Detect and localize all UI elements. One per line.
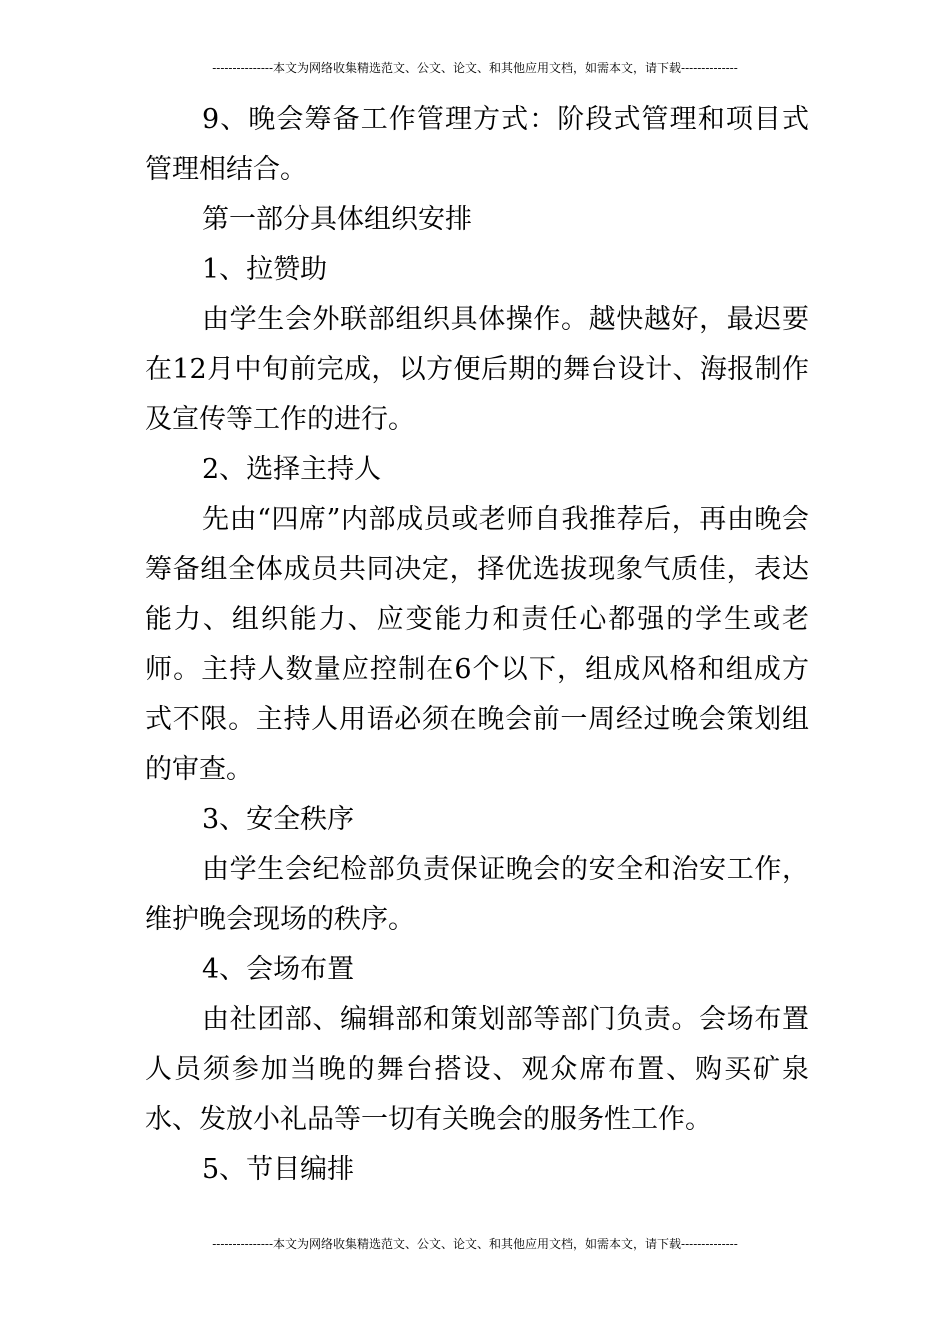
paragraph-host-selection: 先由“四席”内部成员或老师自我推荐后，再由晚会筹备组全体成员共同决定，择优选拔现象气质佳，表达能力、组织能力、应变能力和责任心都强的学生或老师。主持人数量应控制在6个以下，组成风格和组成方式不限。主持人用语必须在晚会前一周经过晚会策划组的审查。 [145, 504, 809, 785]
footer-banner: ---------------本文为网络收集精选范文、公文、论文、和其他应用文档，如需本文，请下载-------------- [212, 1237, 738, 1251]
document-body [145, 95, 809, 1195]
item-heading-venue-setup: 4、会场布置 [202, 954, 355, 985]
paragraph-security: 由学生会纪检部负责保证晚会的安全和治安工作，维护晚会现场的秩序。 [145, 854, 809, 935]
paragraph-sponsorship: 由学生会外联部组织具体操作。越快越好，最迟要在12月中旬前完成，以方便后期的舞台设计、海报制作及宣传等工作的进行。 [145, 304, 809, 435]
paragraph-venue-setup: 由社团部、编辑部和策划部等部门负责。会场布置人员须参加当晚的舞台搭设、观众席布置、购买矿泉水、发放小礼品等一切有关晚会的服务性工作。 [145, 1004, 809, 1135]
item-heading-sponsorship: 1、拉赞助 [202, 254, 328, 285]
item-heading-program-arrangement: 5、节目编排 [202, 1154, 355, 1185]
item-heading-security: 3、安全秩序 [202, 804, 355, 835]
section-heading-organization: 第一部分具体组织安排 [202, 204, 472, 235]
header-banner: ---------------本文为网络收集精选范文、公文、论文、和其他应用文档，如需本文，请下载-------------- [212, 61, 738, 75]
item-heading-host-selection: 2、选择主持人 [202, 454, 382, 485]
paragraph-management-method: 9、晚会筹备工作管理方式：阶段式管理和项目式管理相结合。 [145, 104, 809, 185]
